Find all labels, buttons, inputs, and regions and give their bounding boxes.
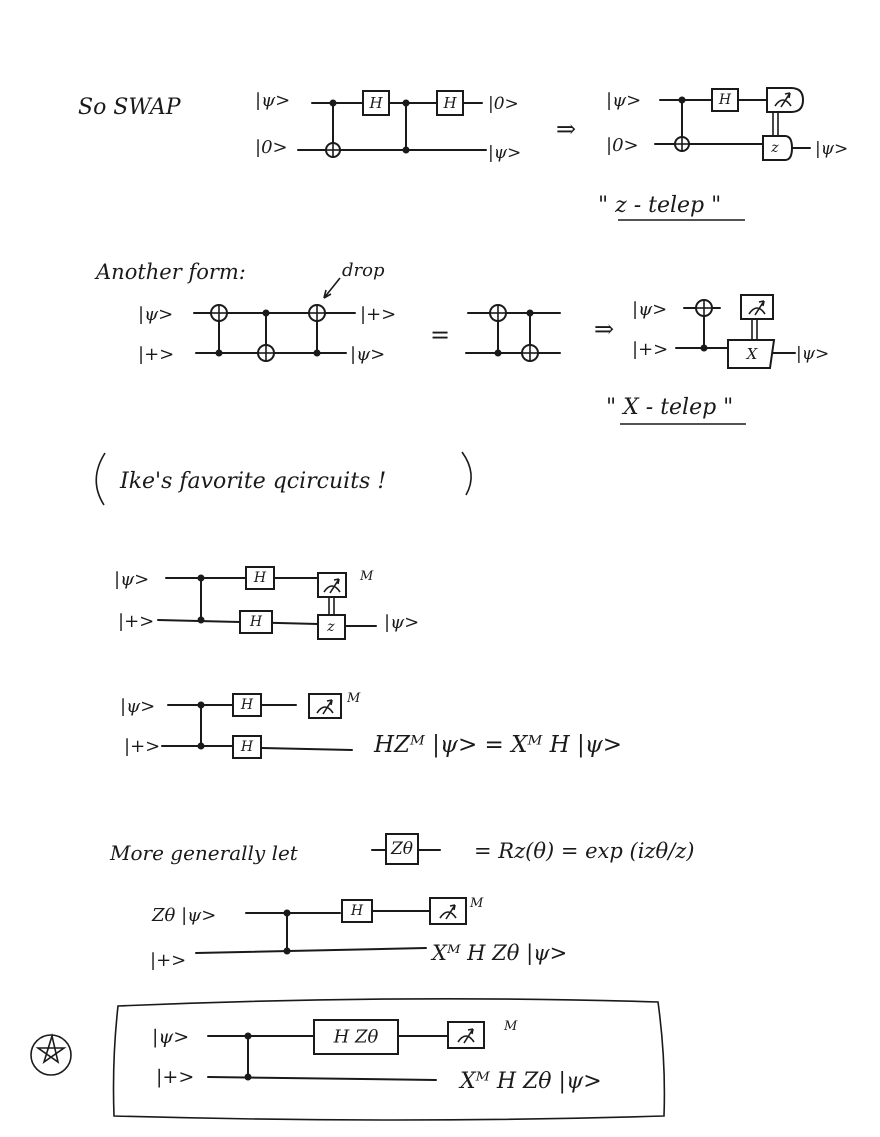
c6-wire-bottom [208, 1077, 436, 1080]
control-dot [198, 617, 205, 624]
c5-input-top: Zθ |ψ> [152, 905, 217, 926]
swap-input-bottom: |0> [255, 137, 288, 158]
control-dot [216, 350, 223, 357]
c5-wire-bottom [196, 948, 426, 953]
implies-arrow: ⇒ [594, 315, 615, 343]
xtelep-caption: " X - telep " [606, 395, 734, 420]
measure-icon [448, 1022, 484, 1048]
ztelep-caption: " z - telep " [598, 193, 722, 218]
form-output-bottom: |ψ> [350, 344, 386, 365]
left-paren [96, 453, 105, 505]
circuit-three [114, 567, 419, 639]
control-dot [314, 350, 321, 357]
measure-label: M [347, 691, 361, 706]
z-gate-label: z [327, 619, 335, 635]
ztelep-output: |ψ> [815, 139, 849, 159]
c5-input-bottom: |+> [150, 950, 187, 971]
hadamard-label: H [350, 903, 364, 919]
circuit-four [120, 691, 622, 758]
hadamard-label: H [443, 94, 457, 112]
form-input-top: |ψ> [138, 304, 174, 325]
c4-equation: HZᴹ |ψ> = Xᴹ H |ψ> [374, 732, 623, 758]
another-form-section [94, 260, 829, 424]
h-ztheta-label: H Zθ [333, 1026, 379, 1048]
measure-icon [318, 573, 346, 597]
measure-label: M [504, 1019, 518, 1034]
control-dot [284, 948, 291, 955]
c4-input-top: |ψ> [120, 696, 156, 717]
aside-note [96, 452, 471, 505]
hadamard-label: H [249, 614, 263, 630]
another-form-heading: Another form: [96, 260, 246, 284]
swap-output-bottom: |ψ> [488, 143, 522, 163]
hadamard-label: H [240, 739, 254, 755]
ztelep-input-top: |ψ> [606, 90, 642, 111]
measure-label: M [360, 569, 374, 584]
xtelep-input-bottom: |+> [632, 339, 669, 360]
hadamard-label: H [253, 570, 267, 586]
general-rhs: = Rz(θ) = exp (izθ/z) [474, 839, 695, 863]
form-input-bottom: |+> [138, 344, 175, 365]
z-gate-label: z [771, 140, 779, 156]
c3-input-bottom: |+> [118, 611, 155, 632]
c3-input-top: |ψ> [114, 569, 150, 590]
c5-output: Xᴹ H Zθ |ψ> [432, 941, 568, 965]
control-dot [403, 147, 410, 154]
z-theta-label: Zθ [390, 839, 414, 859]
measure-icon [741, 295, 773, 319]
c6-output: Xᴹ H Zθ |ψ> [460, 1069, 602, 1094]
c3-output: |ψ> [384, 612, 420, 633]
implies-arrow: ⇒ [556, 115, 577, 143]
measure-icon [430, 898, 466, 924]
swap-heading: So SWAP [78, 95, 181, 120]
hadamard-label: H [240, 697, 254, 713]
general-section [109, 834, 694, 971]
right-paren [462, 452, 471, 495]
ztelep-input-bottom: |0> [606, 135, 639, 156]
x-gate-label: X [746, 345, 758, 363]
general-lead: More generally let [110, 841, 298, 865]
drop-note: drop [342, 260, 385, 281]
boxed-frame [114, 999, 665, 1120]
control-dot [495, 350, 502, 357]
c6-input-top: |ψ> [152, 1026, 190, 1048]
hadamard-label: H [718, 92, 732, 108]
xtelep-output: |ψ> [796, 344, 830, 364]
swap-section [78, 88, 848, 220]
control-dot [245, 1074, 252, 1081]
measure-label: M [470, 896, 484, 911]
c6-input-bottom: |+> [156, 1066, 195, 1088]
swap-output-top: |0> [488, 94, 519, 114]
drop-arrow-icon [324, 278, 340, 298]
measure-icon [309, 694, 341, 718]
equals-sign: = [430, 321, 451, 349]
control-dot [198, 743, 205, 750]
c3-wire-bottom [158, 620, 318, 624]
form-output-top: |+> [360, 304, 397, 325]
c4-input-bottom: |+> [124, 736, 161, 757]
star-icon [38, 1036, 64, 1062]
control-dot [701, 345, 708, 352]
swap-input-top: |ψ> [255, 90, 291, 111]
aside-text: Ike's favorite qcircuits ! [120, 469, 387, 494]
boxed-circuit [31, 999, 664, 1120]
xtelep-input-top: |ψ> [632, 299, 668, 320]
hadamard-label: H [369, 94, 383, 112]
